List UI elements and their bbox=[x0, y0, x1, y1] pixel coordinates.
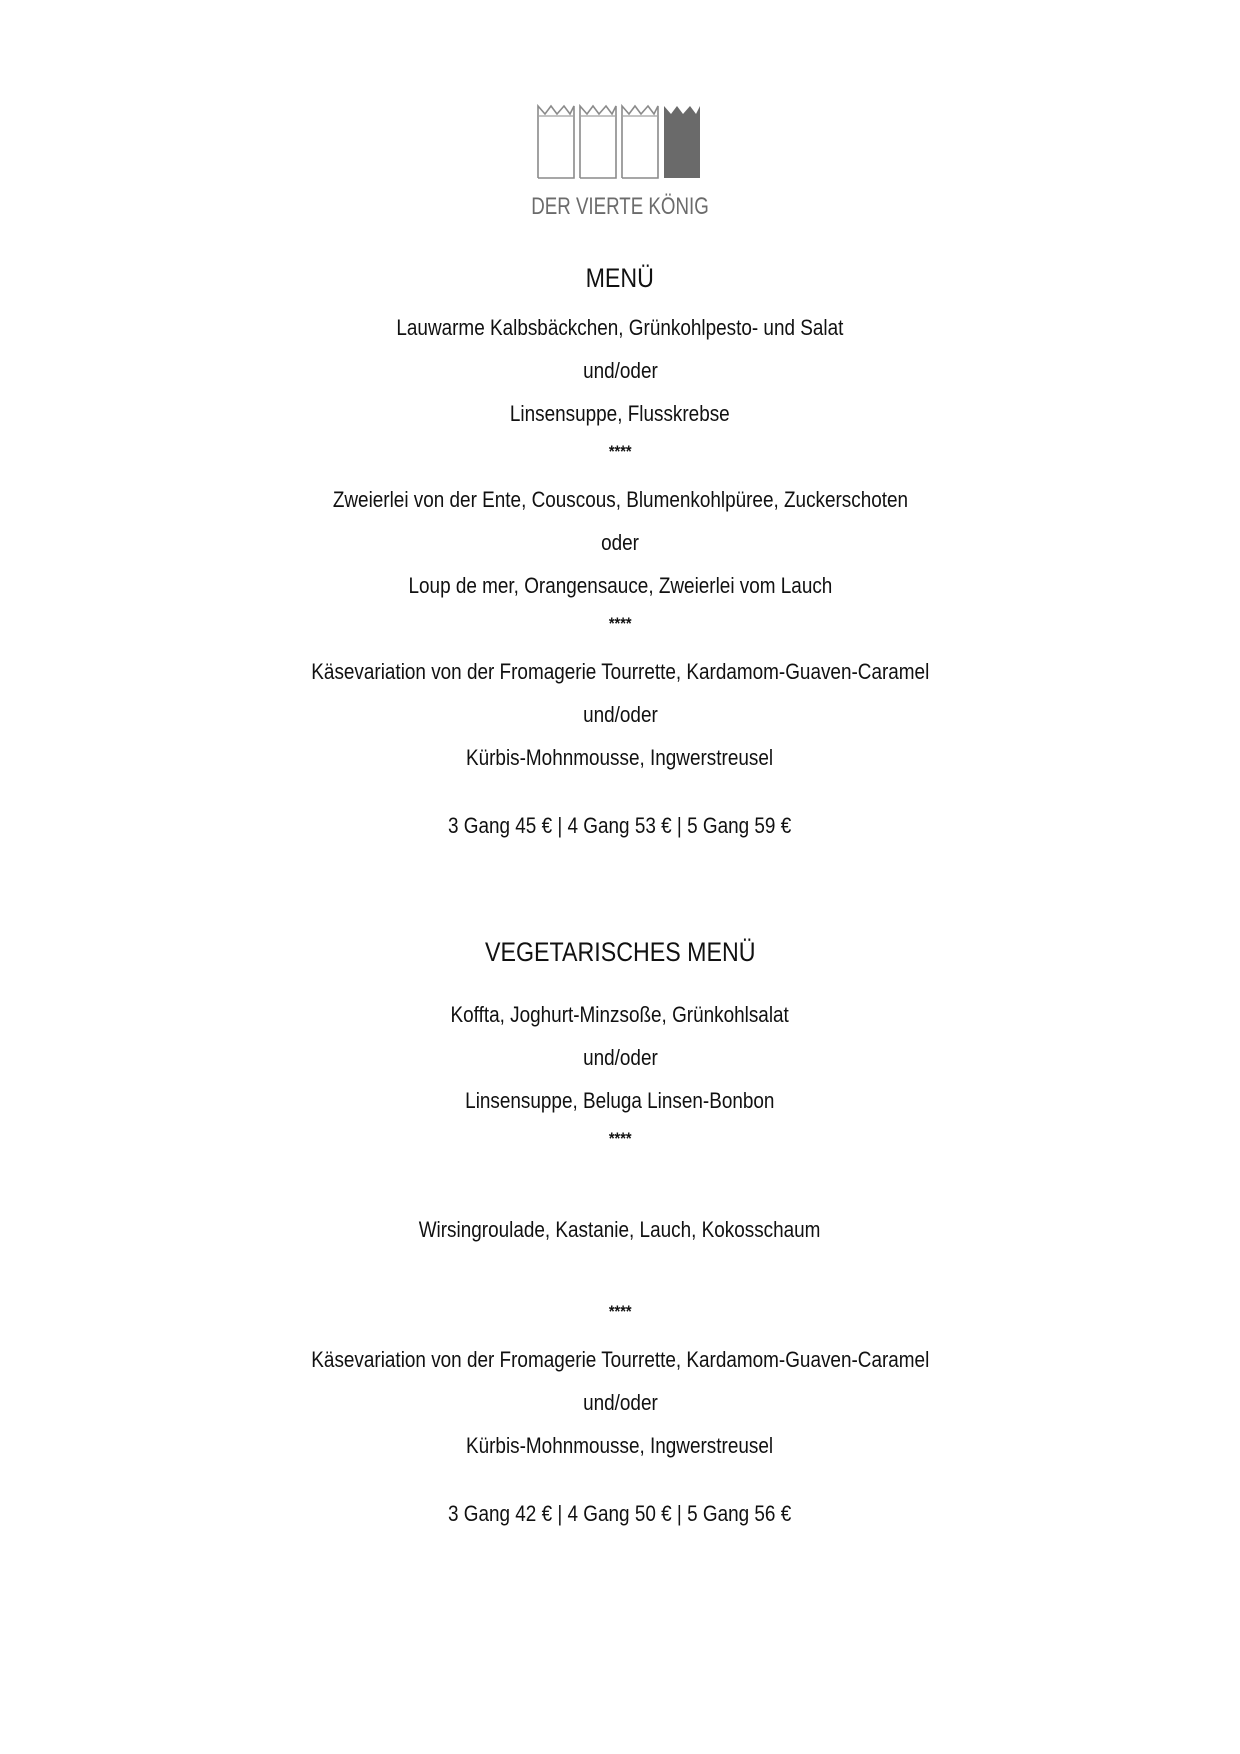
course-separator: **** bbox=[608, 442, 632, 461]
menu-item: und/oder bbox=[582, 358, 658, 383]
veg-menu-item: Wirsingroulade, Kastanie, Lauch, Kokosschaum bbox=[419, 1217, 821, 1242]
menu-item: Linsensuppe, Flusskrebse bbox=[510, 401, 730, 426]
logo-text: DER VIERTE KÖNIG bbox=[531, 193, 709, 220]
menu-title: MENÜ bbox=[585, 263, 655, 293]
menu-item: Lauwarme Kalbsbäckchen, Grünkohlpesto- und Salat bbox=[396, 315, 844, 340]
veg-menu-item: Linsensuppe, Beluga Linsen-Bonbon bbox=[465, 1088, 775, 1113]
course-separator: **** bbox=[608, 614, 632, 633]
veg-menu-item: Kürbis-Mohnmousse, Ingwerstreusel bbox=[466, 1433, 774, 1458]
veg-menu-title: VEGETARISCHES MENÜ bbox=[484, 937, 756, 967]
veg-menu-item: und/oder bbox=[582, 1390, 658, 1415]
menu-item: Käsevariation von der Fromagerie Tourrette, Kardamom-Guaven-Caramel bbox=[311, 659, 929, 684]
course-separator: **** bbox=[608, 1302, 632, 1321]
veg-menu-prices: 3 Gang 42 € | 4 Gang 50 € | 5 Gang 56 € bbox=[448, 1501, 792, 1526]
veg-menu-item: und/oder bbox=[582, 1045, 658, 1070]
course-separator: **** bbox=[608, 1129, 632, 1148]
veg-menu-item: Käsevariation von der Fromagerie Tourrette, Kardamom-Guaven-Caramel bbox=[311, 1347, 929, 1372]
restaurant-logo bbox=[0, 102, 1240, 221]
menu-item: Loup de mer, Orangensauce, Zweierlei vom Lauch bbox=[408, 573, 832, 598]
menu-item: oder bbox=[601, 530, 639, 555]
veg-menu-item: Koffta, Joghurt-Minzsoße, Grünkohlsalat bbox=[450, 1002, 790, 1027]
menu-item: Zweierlei von der Ente, Couscous, Blumenkohlpüree, Zuckerschoten bbox=[332, 487, 908, 512]
menu-item: und/oder bbox=[582, 702, 658, 727]
four-crowns-logo-icon bbox=[535, 102, 705, 182]
menu-prices: 3 Gang 45 € | 4 Gang 53 € | 5 Gang 59 € bbox=[448, 813, 792, 838]
menu-item: Kürbis-Mohnmousse, Ingwerstreusel bbox=[466, 745, 774, 770]
